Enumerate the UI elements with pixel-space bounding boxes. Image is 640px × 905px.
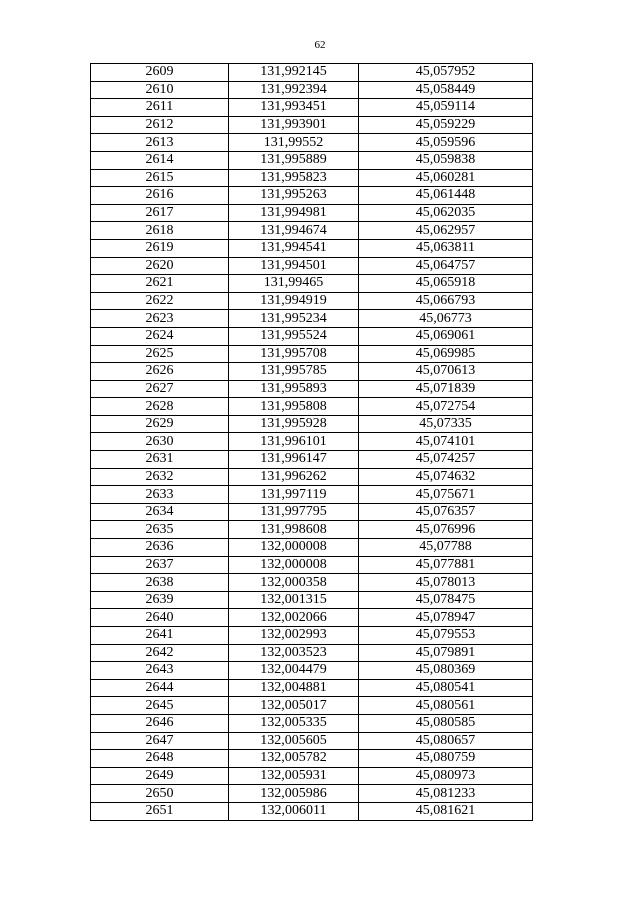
point-number-cell: 2638 [91,574,229,592]
y-coordinate-cell: 45,059838 [359,151,533,169]
table-row [91,433,533,451]
table-row [91,415,533,433]
y-coordinate-cell: 45,078475 [359,591,533,609]
y-coordinate-cell: 45,06773 [359,310,533,328]
point-number-cell: 2630 [91,433,229,451]
y-coordinate-cell: 45,080657 [359,732,533,750]
x-coordinate-cell: 131,995808 [229,398,359,416]
point-number-cell: 2641 [91,627,229,645]
table-row [91,327,533,345]
y-coordinate-cell: 45,065918 [359,275,533,293]
point-number-cell: 2629 [91,415,229,433]
table-row [91,591,533,609]
point-number-cell: 2639 [91,591,229,609]
table-row [91,292,533,310]
point-number-cell: 2651 [91,802,229,820]
x-coordinate-cell: 131,992394 [229,81,359,99]
point-number-cell: 2627 [91,380,229,398]
point-number-cell: 2637 [91,556,229,574]
y-coordinate-cell: 45,075671 [359,486,533,504]
point-number-cell: 2618 [91,222,229,240]
point-number-cell: 2648 [91,750,229,768]
x-coordinate-cell: 132,002993 [229,627,359,645]
x-coordinate-cell: 132,006011 [229,802,359,820]
point-number-cell: 2645 [91,697,229,715]
x-coordinate-cell: 132,000358 [229,574,359,592]
table-row [91,609,533,627]
x-coordinate-cell: 132,005605 [229,732,359,750]
table-row [91,539,533,557]
point-number-cell: 2634 [91,503,229,521]
x-coordinate-cell: 131,99465 [229,275,359,293]
y-coordinate-cell: 45,057952 [359,64,533,82]
y-coordinate-cell: 45,058449 [359,81,533,99]
table-row [91,398,533,416]
point-number-cell: 2636 [91,539,229,557]
x-coordinate-cell: 131,995708 [229,345,359,363]
point-number-cell: 2621 [91,275,229,293]
point-number-cell: 2625 [91,345,229,363]
x-coordinate-cell: 131,997119 [229,486,359,504]
y-coordinate-cell: 45,078013 [359,574,533,592]
x-coordinate-cell: 131,995893 [229,380,359,398]
table-row [91,468,533,486]
y-coordinate-cell: 45,078947 [359,609,533,627]
y-coordinate-cell: 45,077881 [359,556,533,574]
x-coordinate-cell: 131,99552 [229,134,359,152]
table-row [91,785,533,803]
x-coordinate-cell: 131,994919 [229,292,359,310]
table-row [91,363,533,381]
y-coordinate-cell: 45,076996 [359,521,533,539]
page-number: 62 [314,39,326,51]
x-coordinate-cell: 131,994981 [229,204,359,222]
y-coordinate-cell: 45,076357 [359,503,533,521]
table-row [91,679,533,697]
y-coordinate-cell: 45,069985 [359,345,533,363]
point-number-cell: 2647 [91,732,229,750]
table-row [91,486,533,504]
y-coordinate-cell: 45,080369 [359,662,533,680]
table-row [91,380,533,398]
point-number-cell: 2632 [91,468,229,486]
point-number-cell: 2644 [91,679,229,697]
point-number-cell: 2616 [91,187,229,205]
x-coordinate-cell: 132,005782 [229,750,359,768]
y-coordinate-cell: 45,080561 [359,697,533,715]
point-number-cell: 2614 [91,151,229,169]
x-coordinate-cell: 131,993901 [229,116,359,134]
table-row [91,116,533,134]
table-row [91,81,533,99]
y-coordinate-cell: 45,074632 [359,468,533,486]
point-number-cell: 2624 [91,327,229,345]
y-coordinate-cell: 45,064757 [359,257,533,275]
point-number-cell: 2626 [91,363,229,381]
x-coordinate-cell: 132,001315 [229,591,359,609]
table-row [91,239,533,257]
x-coordinate-cell: 131,995524 [229,327,359,345]
x-coordinate-cell: 131,995785 [229,363,359,381]
x-coordinate-cell: 131,992145 [229,64,359,82]
table-row [91,521,533,539]
x-coordinate-cell: 132,000008 [229,556,359,574]
x-coordinate-cell: 131,995928 [229,415,359,433]
y-coordinate-cell: 45,059114 [359,99,533,117]
coordinates-table-body [91,64,533,821]
y-coordinate-cell: 45,081621 [359,802,533,820]
point-number-cell: 2642 [91,644,229,662]
point-number-cell: 2610 [91,81,229,99]
y-coordinate-cell: 45,080541 [359,679,533,697]
x-coordinate-cell: 131,994674 [229,222,359,240]
point-number-cell: 2613 [91,134,229,152]
y-coordinate-cell: 45,072754 [359,398,533,416]
table-row [91,732,533,750]
y-coordinate-cell: 45,059229 [359,116,533,134]
y-coordinate-cell: 45,066793 [359,292,533,310]
x-coordinate-cell: 131,994541 [229,239,359,257]
table-row [91,169,533,187]
y-coordinate-cell: 45,080759 [359,750,533,768]
y-coordinate-cell: 45,079891 [359,644,533,662]
table-row [91,345,533,363]
table-row [91,204,533,222]
y-coordinate-cell: 45,079553 [359,627,533,645]
x-coordinate-cell: 132,005931 [229,767,359,785]
y-coordinate-cell: 45,080585 [359,714,533,732]
table-row [91,644,533,662]
point-number-cell: 2628 [91,398,229,416]
y-coordinate-cell: 45,059596 [359,134,533,152]
x-coordinate-cell: 131,996147 [229,451,359,469]
table-row [91,99,533,117]
point-number-cell: 2646 [91,714,229,732]
y-coordinate-cell: 45,070613 [359,363,533,381]
table-row [91,802,533,820]
point-number-cell: 2611 [91,99,229,117]
table-row [91,662,533,680]
x-coordinate-cell: 131,995234 [229,310,359,328]
point-number-cell: 2612 [91,116,229,134]
x-coordinate-cell: 132,000008 [229,539,359,557]
table-row [91,64,533,82]
point-number-cell: 2623 [91,310,229,328]
point-number-cell: 2622 [91,292,229,310]
table-row [91,503,533,521]
point-number-cell: 2635 [91,521,229,539]
y-coordinate-cell: 45,074101 [359,433,533,451]
y-coordinate-cell: 45,063811 [359,239,533,257]
table-row [91,151,533,169]
x-coordinate-cell: 132,004881 [229,679,359,697]
point-number-cell: 2649 [91,767,229,785]
table-row [91,767,533,785]
point-number-cell: 2620 [91,257,229,275]
x-coordinate-cell: 131,997795 [229,503,359,521]
table-row [91,697,533,715]
point-number-cell: 2617 [91,204,229,222]
table-row [91,556,533,574]
y-coordinate-cell: 45,07335 [359,415,533,433]
table-row [91,750,533,768]
table-row [91,257,533,275]
table-row [91,310,533,328]
table-row [91,574,533,592]
point-number-cell: 2650 [91,785,229,803]
x-coordinate-cell: 131,995263 [229,187,359,205]
y-coordinate-cell: 45,069061 [359,327,533,345]
y-coordinate-cell: 45,07788 [359,539,533,557]
x-coordinate-cell: 132,005335 [229,714,359,732]
x-coordinate-cell: 131,998608 [229,521,359,539]
y-coordinate-cell: 45,074257 [359,451,533,469]
point-number-cell: 2619 [91,239,229,257]
x-coordinate-cell: 131,996101 [229,433,359,451]
x-coordinate-cell: 131,995889 [229,151,359,169]
y-coordinate-cell: 45,080973 [359,767,533,785]
x-coordinate-cell: 131,993451 [229,99,359,117]
table-row [91,222,533,240]
x-coordinate-cell: 132,002066 [229,609,359,627]
y-coordinate-cell: 45,062035 [359,204,533,222]
point-number-cell: 2631 [91,451,229,469]
table-row [91,275,533,293]
point-number-cell: 2633 [91,486,229,504]
table-row [91,451,533,469]
x-coordinate-cell: 132,003523 [229,644,359,662]
x-coordinate-cell: 132,005017 [229,697,359,715]
y-coordinate-cell: 45,071839 [359,380,533,398]
point-number-cell: 2640 [91,609,229,627]
y-coordinate-cell: 45,060281 [359,169,533,187]
point-number-cell: 2609 [91,64,229,82]
table-row [91,627,533,645]
y-coordinate-cell: 45,081233 [359,785,533,803]
point-number-cell: 2643 [91,662,229,680]
point-number-cell: 2615 [91,169,229,187]
coordinates-table [90,63,533,821]
x-coordinate-cell: 132,004479 [229,662,359,680]
x-coordinate-cell: 131,996262 [229,468,359,486]
table-row [91,187,533,205]
x-coordinate-cell: 132,005986 [229,785,359,803]
x-coordinate-cell: 131,994501 [229,257,359,275]
table-row [91,134,533,152]
table-row [91,714,533,732]
x-coordinate-cell: 131,995823 [229,169,359,187]
y-coordinate-cell: 45,061448 [359,187,533,205]
y-coordinate-cell: 45,062957 [359,222,533,240]
